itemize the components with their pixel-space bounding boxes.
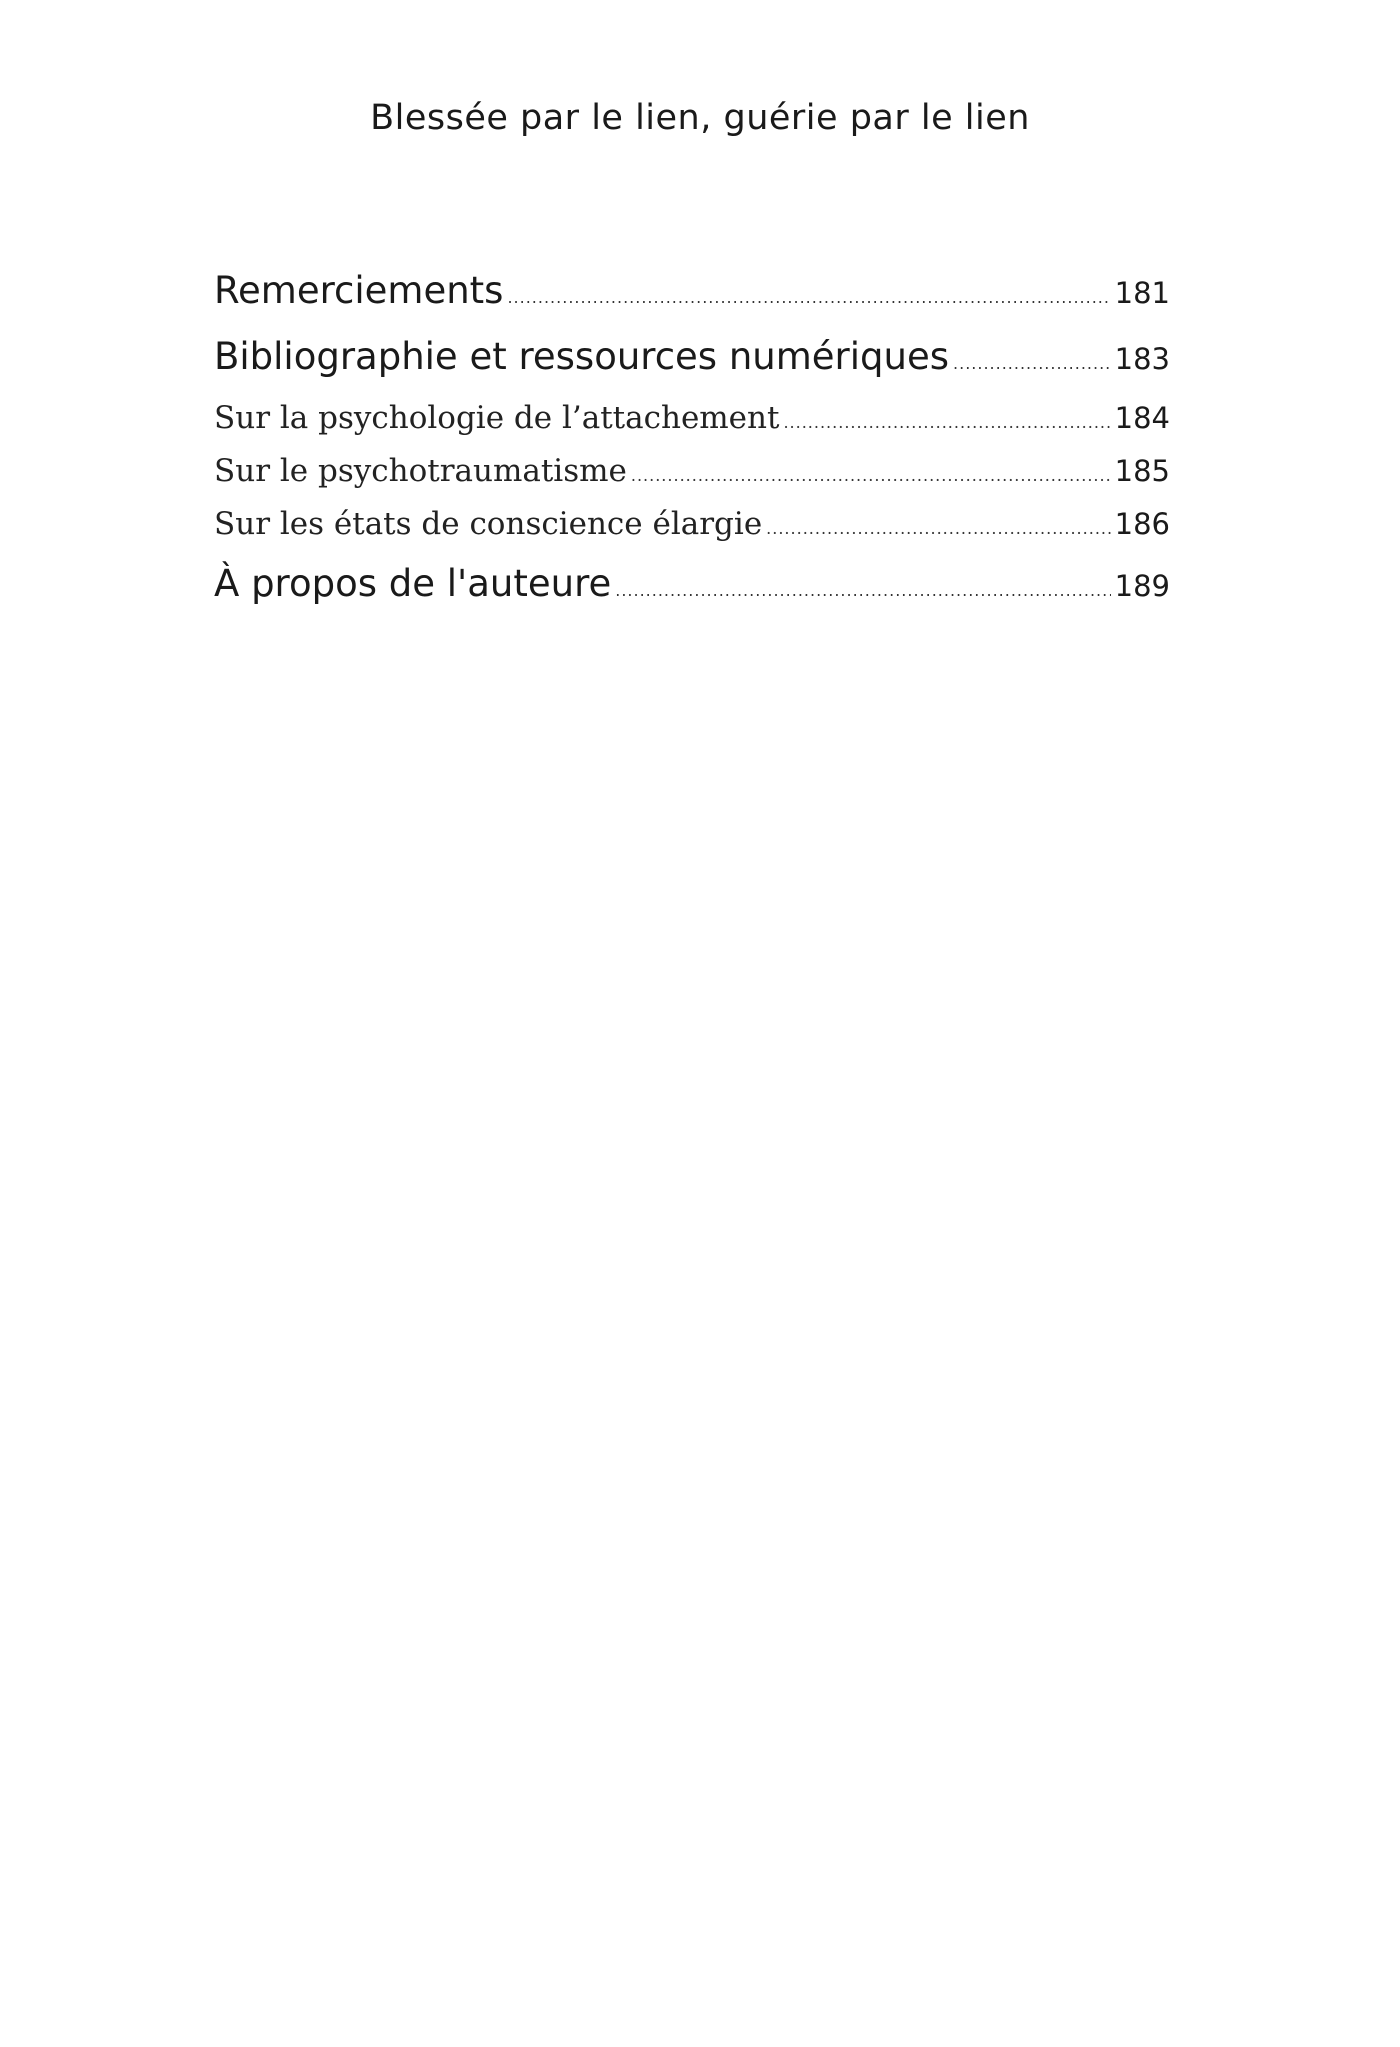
toc-entry-conscience-elargie[interactable] (214, 498, 1170, 551)
toc-page-number: 185 (1114, 454, 1170, 488)
dot-leader (953, 331, 1111, 397)
table-of-contents (214, 258, 1170, 617)
toc-entry-label: Sur les états de conscience élargie (214, 506, 763, 542)
toc-page-number: 184 (1114, 401, 1170, 435)
toc-entry-remerciements[interactable] (214, 258, 1170, 324)
dot-leader (507, 265, 1110, 331)
running-header: Blessée par le lien, guérie par le lien (370, 98, 1030, 138)
toc-page-number: 183 (1114, 342, 1170, 376)
dot-leader (766, 502, 1110, 555)
toc-entry-label: Bibliographie et ressources numériques (214, 335, 950, 378)
toc-entry-bibliographie[interactable] (214, 324, 1170, 390)
toc-page-number: 181 (1114, 276, 1170, 310)
toc-entry-label: Sur la psychologie de l’attachement (214, 400, 780, 436)
toc-entry-label: Remerciements (214, 269, 504, 312)
dot-leader (783, 396, 1110, 449)
dot-leader (631, 449, 1111, 502)
toc-page-number: 186 (1114, 507, 1170, 541)
toc-entry-attachement[interactable] (214, 392, 1170, 445)
toc-entry-label: Sur le psychotraumatisme (214, 453, 627, 489)
toc-entry-label: À propos de l'auteure (214, 562, 612, 605)
toc-page-number: 189 (1114, 569, 1170, 603)
toc-entry-a-propos[interactable] (214, 551, 1170, 617)
dot-leader (615, 558, 1110, 624)
toc-entry-psychotraumatisme[interactable] (214, 445, 1170, 498)
